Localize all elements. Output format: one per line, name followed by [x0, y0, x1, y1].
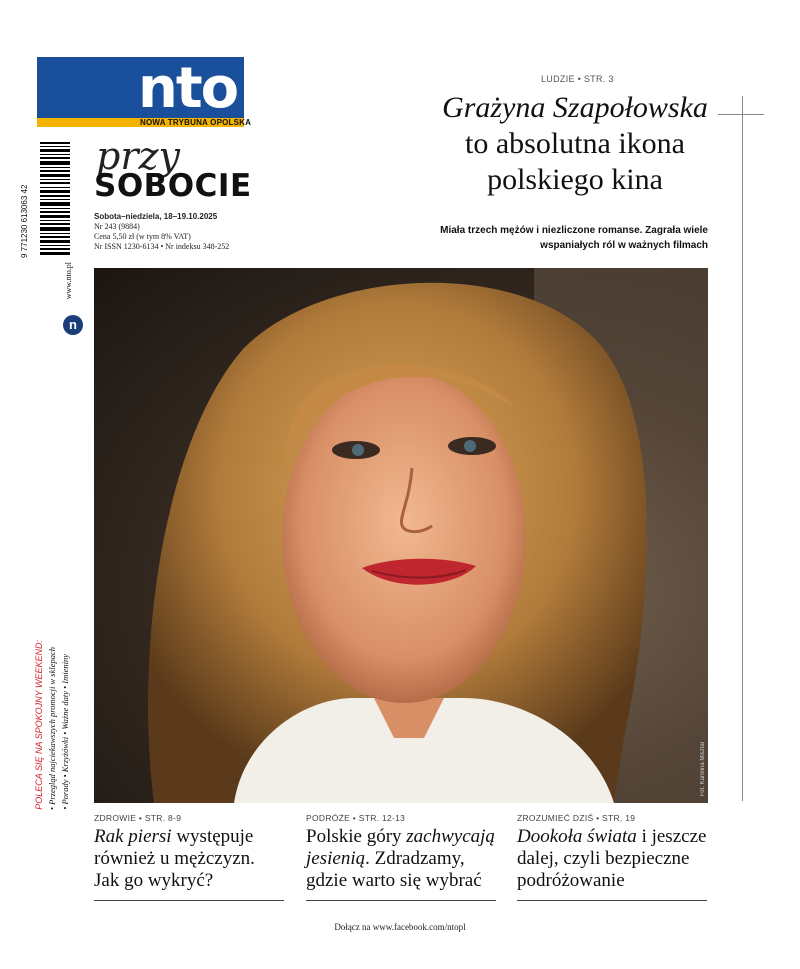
lead-deck: Miała trzech mężów i niezliczone romanse. Zagrała wiele wspaniałych ról w ważnych filmach [440, 225, 708, 251]
portrait-illustration [94, 268, 708, 803]
issue-number: Nr 243 (9884) [94, 222, 140, 231]
cover-photo [94, 268, 708, 803]
logo-subtitle: NOWA TRYBUNA OPOLSKA [140, 118, 252, 127]
teaser-title: Polskie góry zachwycają jesienią. Zdradzamy, gdzie warto się wybrać [306, 826, 495, 891]
teaser-rule [94, 900, 284, 901]
teaser-title: Rak piersi występuje również u mężczyzn. Jak go wykryć? [94, 826, 255, 891]
teaser-kicker: PODRÓŻE • STR. 12-13 [306, 813, 406, 823]
lead-headline-line2: to absolutna ikona [465, 127, 685, 160]
crop-mark-vertical [742, 96, 743, 801]
lead-headline-name: Grażyna Szapołowska [442, 91, 708, 124]
teaser-rule [517, 900, 707, 901]
crop-mark-horizontal [718, 114, 764, 115]
facebook-footer[interactable]: Dołącz na www.facebook.com/ntopl [334, 922, 466, 932]
issue-date: Sobota–niedziela, 18–19.10.2025 [94, 212, 218, 221]
barcode-number: 9 771230 613063 42 [20, 184, 29, 258]
masthead-sobocie: SOBOCIE [94, 168, 252, 204]
nto-n-icon: n [63, 315, 83, 335]
promo-line-2: • Porady • Krzyżówki • Ważne daty • Imieniny [60, 654, 70, 810]
teaser-understand[interactable] [517, 812, 707, 892]
photo-credit: Fot. Karolina Misztal [700, 742, 706, 797]
teaser-kicker: ZDROWIE • STR. 8-9 [94, 813, 182, 823]
barcode [40, 142, 70, 257]
issue-issn: Nr ISSN 1230-6134 • Nr indeksu 348-252 [94, 242, 230, 251]
issue-price: Cena 5,50 zł (w tym 8% VAT) [94, 232, 191, 241]
lead-headline [400, 90, 750, 198]
promo-line-1: • Przegląd najciekawszych promocji w sklepach [47, 647, 57, 810]
teaser-health[interactable] [94, 812, 284, 892]
teaser-rule [306, 900, 496, 901]
lead-kicker: LUDZIE • STR. 3 [541, 74, 614, 84]
masthead-przy: przy [96, 134, 180, 178]
promo-title: POLECA SIĘ NA SPOKOJNY WEEKEND: [34, 640, 44, 810]
logo-text: nto [138, 56, 238, 121]
weekend-promo [34, 610, 82, 810]
teaser-travel[interactable] [306, 812, 496, 892]
website-label: www.nto.pl [64, 262, 73, 300]
teaser-title: Dookoła świata i jeszcze dalej, czyli bezpieczne podróżowanie [517, 826, 707, 891]
teaser-kicker: ZROZUMIEĆ DZIŚ • STR. 19 [517, 813, 636, 823]
lead-headline-line3: polskiego kina [487, 163, 663, 196]
